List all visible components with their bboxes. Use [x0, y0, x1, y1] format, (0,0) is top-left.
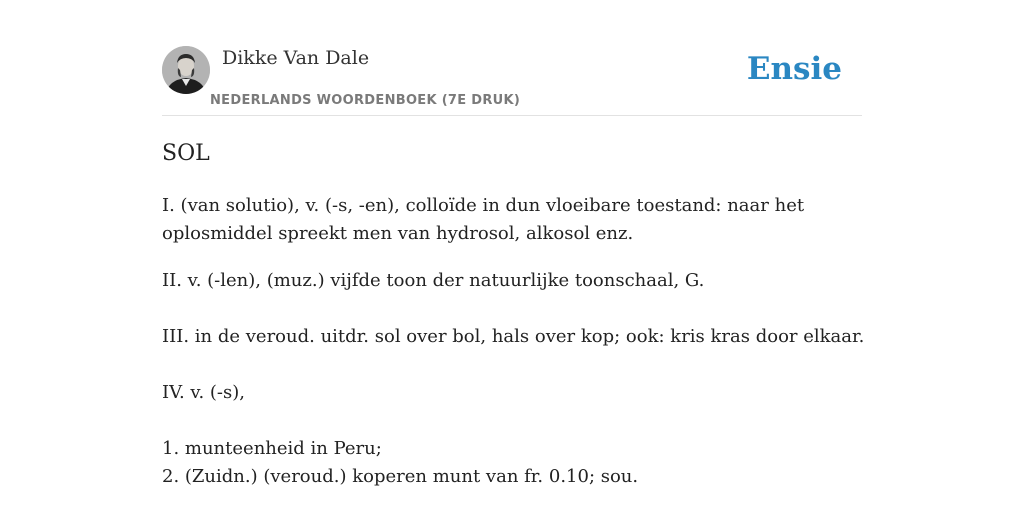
definition-line: 2. (Zuidn.) (veroud.) koperen munt van fr. 0.10; sou. — [162, 466, 639, 487]
portrait-avatar-icon — [162, 46, 210, 94]
ensie-logo[interactable]: Ensie — [746, 51, 842, 87]
dictionary-name[interactable]: Dikke Van Dale — [222, 47, 370, 69]
definition-line: IV. v. (-s), — [162, 382, 245, 403]
dictionary-subtitle: NEDERLANDS WOORDENBOEK (7E DRUK) — [210, 93, 521, 108]
definition-line: oplosmiddel spreekt men van hydrosol, alkosol enz. — [162, 223, 634, 244]
dictionary-header — [162, 46, 862, 116]
definition-line: I. (van solutio), v. (-s, -en), colloïde in dun vloeibare toestand: naar het — [162, 195, 805, 216]
definition-line: II. v. (-len), (muz.) vijfde toon der natuurlijke toonschaal, G. — [162, 270, 705, 291]
definition-line: III. in de veroud. uitdr. sol over bol, hals over kop; ook: kris kras door elkaar. — [162, 326, 865, 347]
entry-title: SOL — [162, 141, 210, 166]
definition-line: 1. munteenheid in Peru; — [162, 438, 382, 459]
